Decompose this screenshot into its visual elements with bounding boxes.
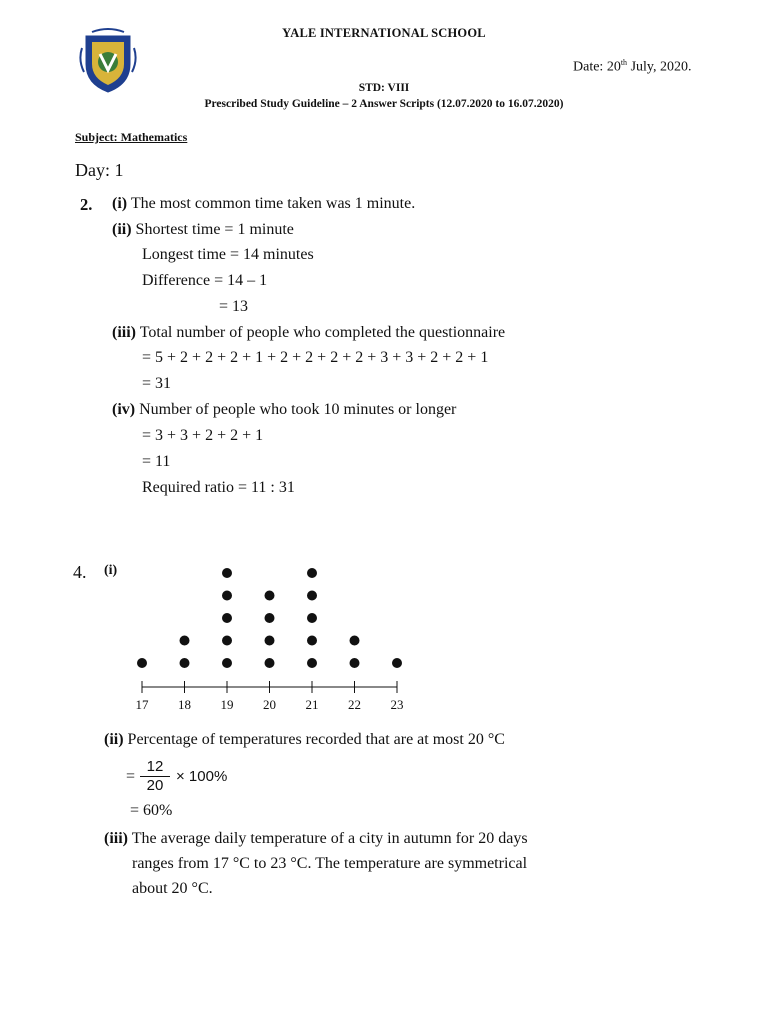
q2-part-ii: [112, 221, 294, 239]
standard-label: STD: VIII: [358, 82, 410, 94]
q4-i-label: (i): [104, 563, 118, 578]
q2-iii-line3: = 31: [142, 375, 172, 392]
tick-label: 23: [390, 697, 404, 710]
day-heading: Day: 1: [75, 160, 124, 180]
data-dot: [137, 658, 147, 668]
data-dot: [222, 658, 232, 668]
guideline-title: Prescribed Study Guideline – 2 Answer Scripts (12.07.2020 to 16.07.2020): [204, 98, 564, 110]
data-dot: [222, 591, 232, 601]
data-dot: [265, 636, 275, 646]
q2-i-label: (i): [112, 195, 128, 212]
data-dot: [222, 613, 232, 623]
q4-part-iii: [104, 830, 528, 848]
data-dot: [222, 568, 232, 578]
data-dot: [222, 636, 232, 646]
q4-ii-result: = 60%: [130, 802, 173, 819]
tick-label: 19: [220, 697, 234, 710]
q2-iv-line3: = 11: [142, 453, 171, 470]
data-dot: [307, 613, 317, 623]
tick-label: 20: [263, 697, 276, 710]
q2-ii-line1: Shortest time = 1 minute: [135, 221, 294, 238]
q2-ii-line4: = 13: [219, 298, 249, 315]
q2-ii-label: (ii): [112, 221, 132, 238]
data-dot: [180, 658, 190, 668]
q4-iii-line1: The average daily temperature of a city in autumn for 20 days: [131, 830, 528, 847]
data-dot: [265, 658, 275, 668]
q4-iii-line3: about 20 °C.: [132, 880, 213, 897]
data-dot: [265, 613, 275, 623]
data-dot: [180, 636, 190, 646]
tick-label: 22: [348, 697, 361, 710]
date-suffix: July, 2020.: [627, 59, 692, 75]
q2-iii-label: (iii): [112, 324, 136, 341]
data-dot: [265, 591, 275, 601]
q4-fraction: [140, 758, 170, 795]
q2-i-text: The most common time taken was 1 minute.: [130, 195, 416, 212]
q2-iv-label: (iv): [112, 401, 136, 418]
q2-ii-line2: Longest time = 14 minutes: [142, 246, 314, 263]
q2-iv-line4: Required ratio = 11 : 31: [142, 479, 295, 496]
q2-iii-line1: Total number of people who completed the questionnaire: [139, 324, 506, 341]
tick-label: 17: [135, 697, 149, 710]
school-name: YALE INTERNATIONAL SCHOOL: [282, 26, 486, 40]
data-dot: [350, 636, 360, 646]
data-dot: [350, 658, 360, 668]
question-2-number: 2.: [80, 195, 93, 214]
q4-ii-label: (ii): [104, 731, 124, 748]
data-dot: [307, 591, 317, 601]
data-dot: [307, 658, 317, 668]
q4-times-100: × 100%: [176, 768, 228, 785]
question-4-number: 4.: [73, 562, 87, 582]
q2-part-iii: [112, 324, 505, 342]
q4-part-ii: [104, 731, 505, 749]
q4-eq-sign: =: [126, 768, 136, 785]
q2-part-i: [112, 195, 415, 213]
q4-ii-line1: Percentage of temperatures recorded that are at most 20 °C: [127, 731, 505, 748]
tick-label: 18: [178, 697, 191, 710]
q4-iii-label: (iii): [104, 830, 128, 847]
tick-label: 21: [305, 697, 319, 710]
q2-iii-line2: = 5 + 2 + 2 + 2 + 1 + 2 + 2 + 2 + 2 + 3 + 3 + 2 + 2 + 1: [142, 349, 489, 366]
date-prefix: Date: 20: [573, 59, 621, 75]
q2-iv-line1: Number of people who took 10 minutes or longer: [139, 401, 457, 418]
q4-iii-line2: ranges from 17 °C to 23 °C. The temperature are symmetrical: [132, 855, 528, 872]
data-dot: [307, 568, 317, 578]
data-dot: [392, 658, 402, 668]
q2-part-iv: [112, 401, 456, 419]
q2-iv-line2: = 3 + 3 + 2 + 2 + 1: [142, 427, 264, 444]
date-line: [573, 58, 692, 76]
data-dot: [307, 636, 317, 646]
fraction-numerator: 12: [146, 758, 164, 775]
subject-heading: Subject: Mathematics: [75, 130, 188, 144]
fraction-denominator: 20: [140, 776, 170, 795]
date-superscript: th: [620, 58, 628, 67]
dot-plot: [120, 560, 420, 710]
q2-ii-line3: Difference = 14 – 1: [142, 272, 268, 289]
